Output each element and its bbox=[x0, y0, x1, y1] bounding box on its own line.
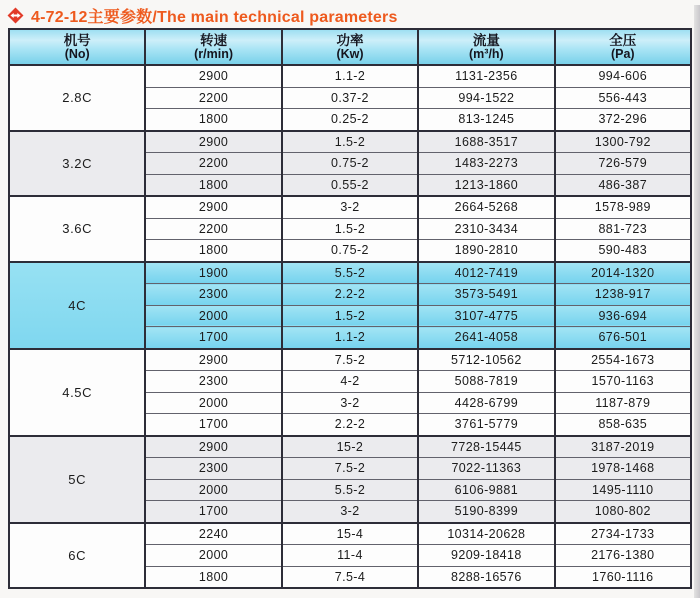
cell-flow: 1131-2356 bbox=[418, 65, 554, 87]
cell-speed: 2900 bbox=[145, 65, 281, 87]
cell-pressure: 556-443 bbox=[555, 87, 691, 109]
cell-power: 0.55-2 bbox=[282, 174, 418, 196]
cell-flow: 1213-1860 bbox=[418, 174, 554, 196]
cell-power: 7.5-2 bbox=[282, 458, 418, 480]
cell-speed: 1700 bbox=[145, 414, 281, 436]
cell-speed: 1700 bbox=[145, 327, 281, 349]
cell-pressure: 486-387 bbox=[555, 174, 691, 196]
machine-no-cell: 3.2C bbox=[9, 131, 145, 197]
table-row-highlighted bbox=[9, 262, 691, 284]
cell-speed: 2300 bbox=[145, 284, 281, 306]
col-header-flow-en: (m³/h) bbox=[469, 47, 504, 61]
cell-power: 7.5-4 bbox=[282, 566, 418, 588]
cell-flow: 2664-5268 bbox=[418, 196, 554, 218]
cell-flow: 3761-5779 bbox=[418, 414, 554, 436]
cell-pressure: 1080-802 bbox=[555, 501, 691, 523]
cell-flow: 8288-16576 bbox=[418, 566, 554, 588]
cell-pressure: 590-483 bbox=[555, 240, 691, 262]
cell-speed: 2300 bbox=[145, 458, 281, 480]
cell-flow: 2641-4058 bbox=[418, 327, 554, 349]
col-header-flow bbox=[418, 29, 554, 65]
cell-flow: 10314-20628 bbox=[418, 523, 554, 545]
col-header-speed-zh: 转速 bbox=[200, 33, 228, 48]
cell-power: 0.37-2 bbox=[282, 87, 418, 109]
machine-no-cell: 6C bbox=[9, 523, 145, 589]
cell-speed: 1900 bbox=[145, 262, 281, 284]
cell-flow: 813-1245 bbox=[418, 109, 554, 131]
cell-flow: 4428-6799 bbox=[418, 392, 554, 414]
col-header-power-zh: 功率 bbox=[336, 33, 364, 48]
cell-speed: 2200 bbox=[145, 87, 281, 109]
table-row bbox=[9, 196, 691, 218]
col-header-speed-en: (r/min) bbox=[194, 47, 234, 61]
cell-pressure: 1238-917 bbox=[555, 284, 691, 306]
machine-no-cell: 5C bbox=[9, 436, 145, 523]
diamond-arrow-icon bbox=[7, 7, 24, 24]
col-header-speed bbox=[145, 29, 281, 65]
page-title: 4-72-12主要参数/The main technical parameters bbox=[31, 8, 398, 26]
table-row bbox=[9, 131, 691, 153]
cell-pressure: 1570-1163 bbox=[555, 371, 691, 393]
cell-speed: 2900 bbox=[145, 349, 281, 371]
cell-power: 1.1-2 bbox=[282, 65, 418, 87]
cell-pressure: 372-296 bbox=[555, 109, 691, 131]
cell-power: 1.5-2 bbox=[282, 131, 418, 153]
cell-pressure: 2554-1673 bbox=[555, 349, 691, 371]
cell-pressure: 2176-1380 bbox=[555, 545, 691, 567]
cell-speed: 1700 bbox=[145, 501, 281, 523]
cell-power: 2.2-2 bbox=[282, 414, 418, 436]
cell-pressure: 3187-2019 bbox=[555, 436, 691, 458]
cell-pressure: 2014-1320 bbox=[555, 262, 691, 284]
cell-speed: 2000 bbox=[145, 545, 281, 567]
cell-pressure: 1300-792 bbox=[555, 131, 691, 153]
table-row bbox=[9, 65, 691, 87]
cell-speed: 1800 bbox=[145, 109, 281, 131]
cell-speed: 1800 bbox=[145, 174, 281, 196]
cell-power: 15-4 bbox=[282, 523, 418, 545]
cell-flow: 5190-8399 bbox=[418, 501, 554, 523]
cell-flow: 1688-3517 bbox=[418, 131, 554, 153]
col-header-flow-zh: 流量 bbox=[472, 33, 500, 48]
cell-flow: 6106-9881 bbox=[418, 479, 554, 501]
cell-speed: 2000 bbox=[145, 479, 281, 501]
machine-no-cell: 4C bbox=[9, 262, 145, 349]
machine-no-cell: 4.5C bbox=[9, 349, 145, 436]
col-header-machine-no-zh: 机号 bbox=[63, 33, 91, 48]
machine-no-cell: 3.6C bbox=[9, 196, 145, 262]
section-title-bar bbox=[7, 5, 700, 25]
cell-speed: 2240 bbox=[145, 523, 281, 545]
cell-pressure: 936-694 bbox=[555, 305, 691, 327]
cell-speed: 1800 bbox=[145, 566, 281, 588]
cell-power: 5.5-2 bbox=[282, 479, 418, 501]
cell-speed: 2000 bbox=[145, 305, 281, 327]
cell-pressure: 1578-989 bbox=[555, 196, 691, 218]
cell-power: 0.75-2 bbox=[282, 153, 418, 175]
cell-power: 3-2 bbox=[282, 196, 418, 218]
cell-flow: 994-1522 bbox=[418, 87, 554, 109]
cell-flow: 2310-3434 bbox=[418, 218, 554, 240]
cell-flow: 5712-10562 bbox=[418, 349, 554, 371]
col-header-pressure-en: (Pa) bbox=[610, 47, 635, 61]
cell-speed: 2900 bbox=[145, 131, 281, 153]
cell-pressure: 1187-879 bbox=[555, 392, 691, 414]
col-header-pressure bbox=[555, 29, 691, 65]
cell-power: 1.5-2 bbox=[282, 218, 418, 240]
cell-speed: 1800 bbox=[145, 240, 281, 262]
cell-flow: 1890-2810 bbox=[418, 240, 554, 262]
cell-power: 2.2-2 bbox=[282, 284, 418, 306]
cell-speed: 2200 bbox=[145, 218, 281, 240]
cell-power: 11-4 bbox=[282, 545, 418, 567]
cell-flow: 9209-18418 bbox=[418, 545, 554, 567]
table-header-row bbox=[9, 29, 691, 65]
cell-flow: 7728-15445 bbox=[418, 436, 554, 458]
cell-pressure: 858-635 bbox=[555, 414, 691, 436]
page-edge-shadow bbox=[694, 5, 700, 598]
cell-flow: 1483-2273 bbox=[418, 153, 554, 175]
cell-pressure: 994-606 bbox=[555, 65, 691, 87]
cell-flow: 4012-7419 bbox=[418, 262, 554, 284]
cell-power: 4-2 bbox=[282, 371, 418, 393]
machine-no-cell: 2.8C bbox=[9, 65, 145, 131]
cell-flow: 3107-4775 bbox=[418, 305, 554, 327]
cell-power: 7.5-2 bbox=[282, 349, 418, 371]
cell-flow: 3573-5491 bbox=[418, 284, 554, 306]
table-row bbox=[9, 436, 691, 458]
cell-power: 0.25-2 bbox=[282, 109, 418, 131]
cell-speed: 2300 bbox=[145, 371, 281, 393]
cell-pressure: 2734-1733 bbox=[555, 523, 691, 545]
cell-pressure: 881-723 bbox=[555, 218, 691, 240]
cell-flow: 5088-7819 bbox=[418, 371, 554, 393]
cell-flow: 7022-11363 bbox=[418, 458, 554, 480]
table-row bbox=[9, 523, 691, 545]
cell-pressure: 1495-1110 bbox=[555, 479, 691, 501]
cell-power: 1.5-2 bbox=[282, 305, 418, 327]
cell-power: 3-2 bbox=[282, 501, 418, 523]
cell-power: 1.1-2 bbox=[282, 327, 418, 349]
table-row bbox=[9, 349, 691, 371]
cell-power: 15-2 bbox=[282, 436, 418, 458]
cell-power: 0.75-2 bbox=[282, 240, 418, 262]
technical-parameters-table bbox=[8, 28, 692, 589]
col-header-pressure-zh: 全压 bbox=[609, 33, 637, 48]
cell-speed: 2900 bbox=[145, 196, 281, 218]
col-header-power bbox=[282, 29, 418, 65]
cell-pressure: 676-501 bbox=[555, 327, 691, 349]
col-header-machine-no bbox=[9, 29, 145, 65]
cell-pressure: 1760-1116 bbox=[555, 566, 691, 588]
cell-power: 5.5-2 bbox=[282, 262, 418, 284]
cell-speed: 2200 bbox=[145, 153, 281, 175]
cell-pressure: 726-579 bbox=[555, 153, 691, 175]
cell-speed: 2000 bbox=[145, 392, 281, 414]
cell-speed: 2900 bbox=[145, 436, 281, 458]
cell-pressure: 1978-1468 bbox=[555, 458, 691, 480]
cell-power: 3-2 bbox=[282, 392, 418, 414]
col-header-machine-no-en: (No) bbox=[64, 47, 90, 61]
col-header-power-en: (Kw) bbox=[336, 47, 364, 61]
